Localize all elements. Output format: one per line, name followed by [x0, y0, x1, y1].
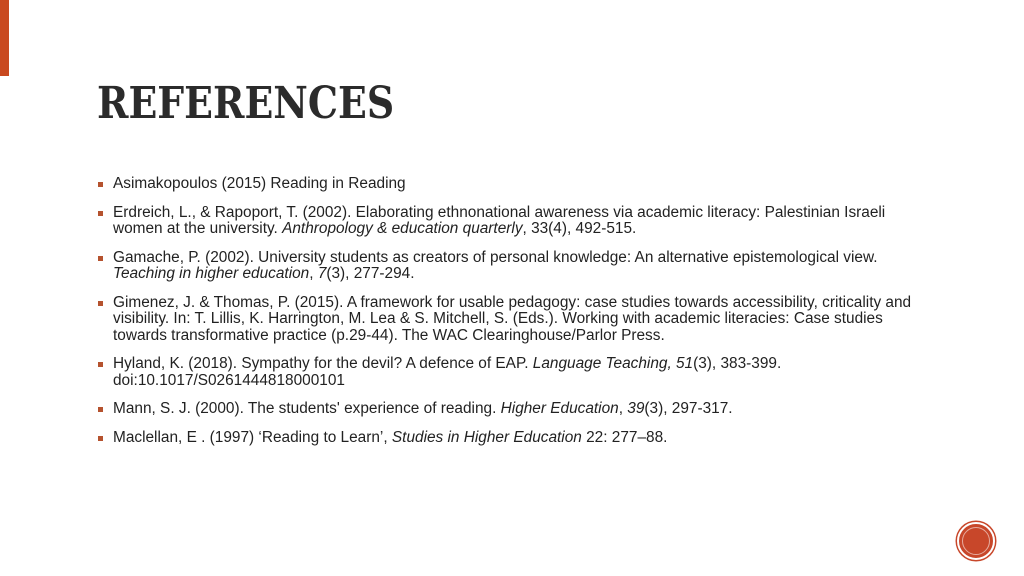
reference-text: [113, 175, 406, 192]
square-bullet-icon: [98, 301, 103, 306]
reference-item: [96, 356, 936, 389]
square-bullet-icon: [98, 256, 103, 261]
reference-item: [96, 205, 936, 238]
reference-item: [96, 250, 936, 283]
square-bullet-icon: [98, 436, 103, 441]
reference-list: [96, 176, 936, 458]
square-bullet-icon: [98, 182, 103, 187]
nav-button-ring-icon: [962, 527, 990, 555]
reference-item: [96, 401, 936, 418]
reference-item: [96, 295, 936, 345]
reference-italic-segment: 7: [317, 265, 327, 282]
reference-segment: Gimenez, J. & Thomas, P. (2015). A framework for usable pedagogy: case studies towards accessibility, criticality and visibility. In: T. Lillis, K. Harrington, M. Lea & S. Mitchell, S. (Eds.). Working with academic literacies: Case studies towards transformative practice (p.29-44). The WAC Clearinghouse/Parlor Press.: [113, 293, 912, 344]
reference-text: [113, 294, 911, 344]
reference-segment: , 33(4), 492-515.: [522, 220, 637, 237]
reference-text: [113, 249, 878, 283]
reference-segment: ,: [309, 265, 318, 282]
reference-item: [96, 430, 936, 447]
reference-segment: Hyland, K. (2018). Sympathy for the devil? A defence of EAP.: [113, 355, 533, 372]
reference-segment: Mann, S. J. (2000). The students' experience of reading.: [113, 400, 501, 417]
reference-segment: (3), 277-294.: [326, 265, 415, 282]
square-bullet-icon: [98, 211, 103, 216]
reference-text: [113, 400, 733, 417]
reference-text: [113, 204, 885, 238]
reference-italic-segment: Anthropology & education quarterly: [282, 220, 523, 237]
reference-segment: (3), 297-317.: [644, 400, 733, 417]
reference-italic-segment: 39: [627, 400, 645, 417]
reference-item: [96, 176, 936, 193]
reference-italic-segment: Higher Education: [500, 400, 619, 417]
reference-segment: Erdreich, L., & Rapoport, T. (2002). Elaborating ethnonational awareness via academic literacy: Palestinian Israeli women at the university.: [113, 203, 886, 237]
reference-text: [113, 355, 781, 389]
square-bullet-icon: [98, 407, 103, 412]
slide-title: REFERENCES: [97, 78, 395, 129]
reference-segment: (3), 383-399. doi:10.1017/S0261444818000101: [113, 355, 782, 389]
square-bullet-icon: [98, 362, 103, 367]
reference-segment: 22: 277–88.: [581, 428, 668, 446]
slide-nav-button[interactable]: [957, 522, 995, 560]
reference-segment: Asimakopoulos (2015) Reading in Reading: [113, 175, 406, 192]
reference-italic-segment: Teaching in higher education: [113, 265, 310, 282]
accent-bar: [0, 0, 9, 76]
reference-segment: Maclellan, E . (1997) ‘Reading to Learn’,: [113, 428, 392, 446]
reference-text: [113, 429, 667, 446]
reference-segment: ,: [618, 400, 628, 417]
reference-italic-segment: Studies in Higher Education: [391, 428, 582, 446]
reference-segment: Gamache, P. (2002). University students as creators of personal knowledge: An alternative epistemological view.: [113, 248, 878, 266]
reference-italic-segment: Language Teaching, 51: [532, 355, 694, 372]
